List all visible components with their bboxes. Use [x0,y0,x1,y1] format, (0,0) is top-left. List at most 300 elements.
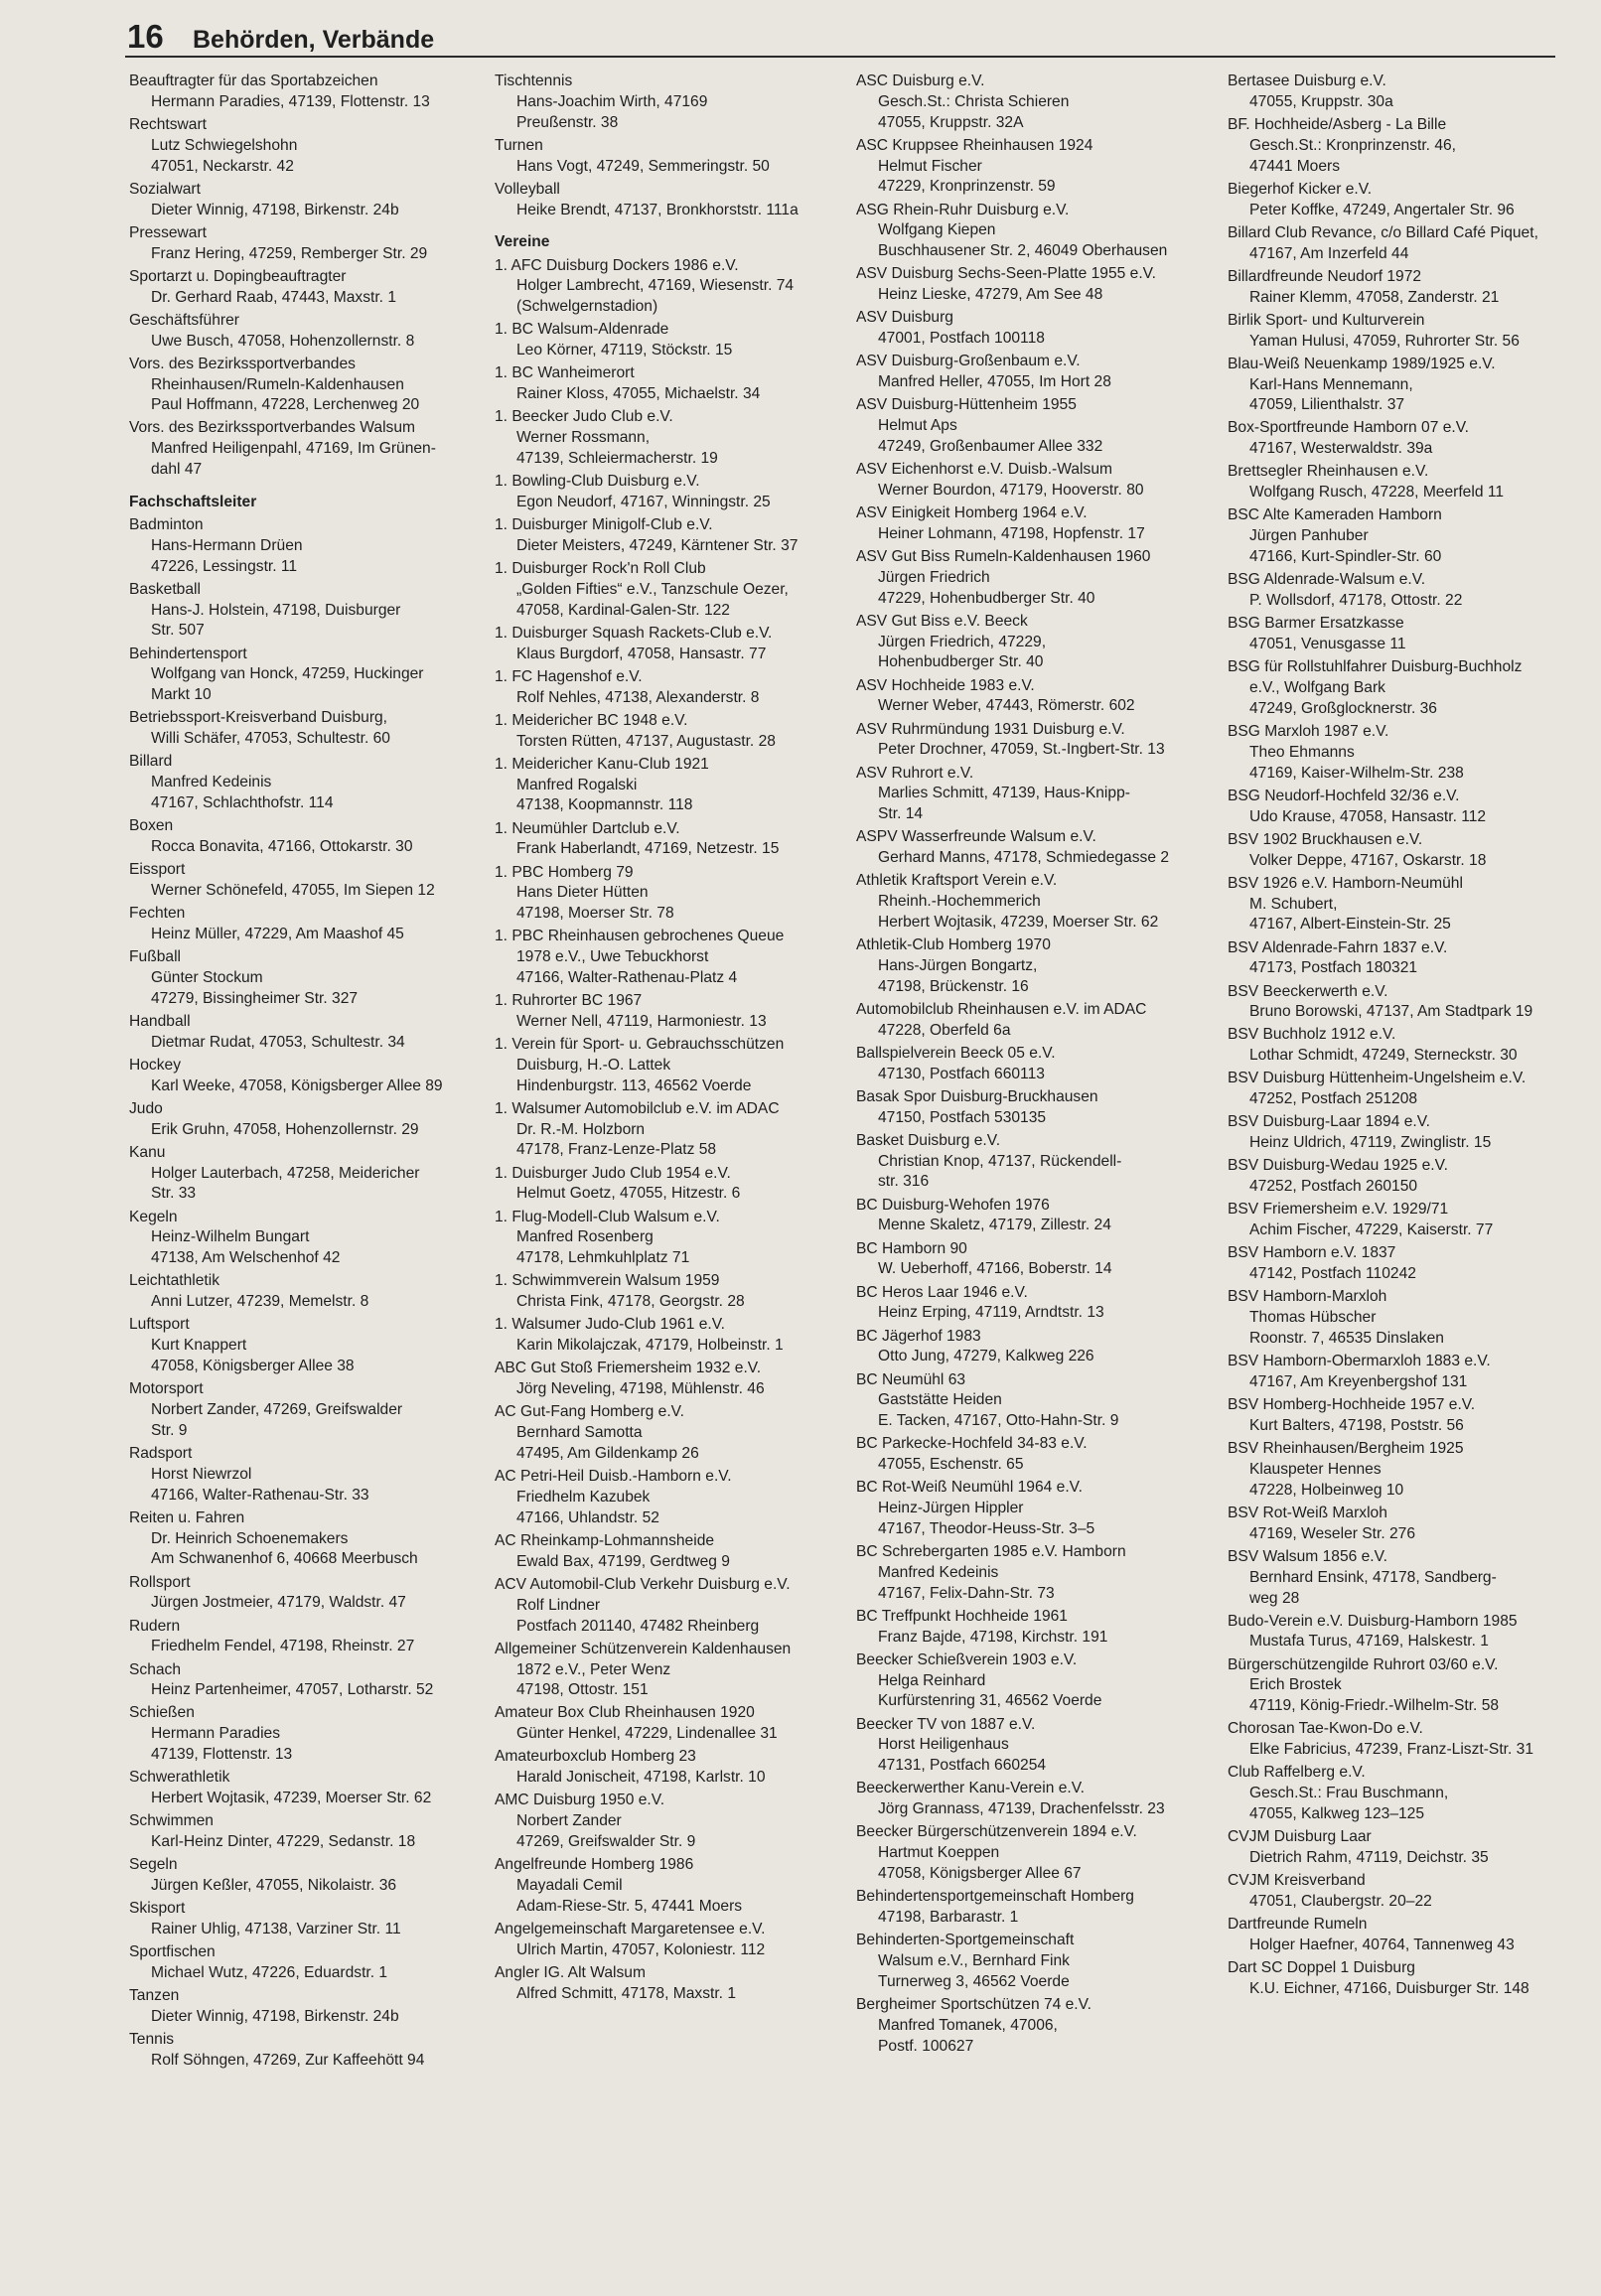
entry-title: 1. Schwimmverein Walsum 1959 [495,1272,720,1290]
entry-title: BC Heros Laar 1946 e.V. [856,1283,1028,1301]
entry-detail: Wolfgang Kiepen [878,221,996,239]
entry-title: Brettsegler Rheinhausen e.V. [1228,463,1429,481]
entry-detail: Heinz Uldrich, 47119, Zwinglistr. 15 [1249,1134,1492,1152]
entry-title: Radsport [129,1444,193,1462]
entry-detail: 47167, Westerwaldstr. 39a [1249,440,1433,458]
entry-title: Fußball [129,948,181,966]
entry-detail: 47138, Am Welschenhof 42 [151,1249,341,1267]
directory-entry [129,904,487,945]
entry-title: BSV 1926 e.V. Hamborn-Neumühl [1228,874,1463,892]
entry-detail: 47252, Postfach 260150 [1249,1178,1418,1196]
entry-detail: Yaman Hulusi, 47059, Ruhrorter Str. 56 [1249,332,1520,350]
directory-entry [129,1099,487,1141]
entry-detail: Postf. 100627 [878,2037,974,2055]
entry-title: BSV Rot-Weiß Marxloh [1228,1504,1387,1521]
entry-title: Kegeln [129,1208,178,1225]
entry-detail: Preußenstr. 38 [516,113,619,131]
directory-entry [495,180,852,221]
directory-entry [856,503,1214,545]
entry-detail: Rainer Klemm, 47058, Zanderstr. 21 [1249,288,1500,306]
entry-title: Motorsport [129,1380,204,1398]
directory-entry [129,1660,487,1702]
directory-entry [129,1444,487,1506]
entry-detail: 47167, Am Kreyenbergshof 131 [1249,1372,1468,1390]
entry-detail: Jörg Grannass, 47139, Drachenfelsstr. 23 [878,1800,1165,1818]
entry-detail: Hans Dieter Hütten [516,884,649,902]
section-heading: Fachschaftsleiter [129,493,257,510]
entry-title: Tanzen [129,1987,180,2005]
directory-entry [129,1508,487,1570]
entry-title: 1. Beecker Judo Club e.V. [495,408,673,426]
entry-detail: Volker Deppe, 47167, Oskarstr. 18 [1249,851,1487,869]
directory-entry [1228,267,1595,309]
entry-title: ASPV Wasserfreunde Walsum e.V. [856,828,1096,846]
entry-detail: Wolfgang Rusch, 47228, Meerfeld 11 [1249,484,1505,502]
column-3 [856,72,1214,2060]
entry-title: Beeckerwerther Kanu-Verein e.V. [856,1780,1085,1797]
directory-entry [856,720,1214,762]
directory-entry [495,1531,852,1573]
entry-title: BC Schrebergarten 1985 e.V. Hamborn [856,1543,1126,1561]
entry-detail: Franz Hering, 47259, Remberger Str. 29 [151,244,428,262]
entry-title: ASV Duisburg [856,309,953,327]
directory-entry [495,1855,852,1917]
entry-detail: Egon Neudorf, 47167, Winningstr. 25 [516,493,771,510]
entry-detail: Manfred Kedeinis [878,1563,999,1581]
directory-entry [1228,1504,1595,1545]
entry-title: BC Rot-Weiß Neumühl 1964 e.V. [856,1479,1083,1497]
entry-detail: Duisburg, H.-O. Lattek [516,1056,671,1074]
directory-entry [495,472,852,513]
entry-title: BC Treffpunkt Hochheide 1961 [856,1607,1068,1625]
entry-title: ACV Automobil-Club Verkehr Duisburg e.V. [495,1575,791,1593]
entry-detail: 47051, Neckarstr. 42 [151,157,294,175]
entry-title: Sozialwart [129,180,201,198]
entry-detail: Hindenburgstr. 113, 46562 Voerde [516,1076,752,1094]
entry-title: Bergheimer Sportschützen 74 e.V. [856,1995,1092,2013]
entry-title: Chorosan Tae-Kwon-Do e.V. [1228,1720,1423,1738]
directory-entry [1228,1612,1595,1653]
entry-title: Biegerhof Kicker e.V. [1228,180,1373,198]
entry-detail: 47252, Postfach 251208 [1249,1090,1418,1108]
entry-detail: Hohenbudberger Str. 40 [878,653,1044,671]
entry-title: Behindertensportgemeinschaft Homberg [856,1888,1134,1906]
directory-entry [495,1791,852,1852]
directory-entry [856,1044,1214,1085]
directory-entry [856,1239,1214,1281]
entry-detail: Heinz Lieske, 47279, Am See 48 [878,286,1103,304]
entry-title: Rollsport [129,1573,191,1591]
entry-title: ASG Rhein-Ruhr Duisburg e.V. [856,201,1070,218]
entry-detail: 47229, Hohenbudberger Str. 40 [878,589,1095,607]
directory-entry [1228,1719,1595,1761]
directory-entry [129,1703,487,1765]
entry-title: Beecker Bürgerschützenverein 1894 e.V. [856,1823,1137,1841]
directory-entry [129,515,487,577]
entry-title: AC Rheinkamp-Lohmannsheide [495,1531,715,1549]
directory-entry [1228,1915,1595,1956]
entry-detail: Lothar Schmidt, 47249, Sterneckstr. 30 [1249,1047,1518,1065]
directory-entry [129,947,487,1009]
entry-title: Billard [129,753,173,771]
entry-title: BC Duisburg-Wehofen 1976 [856,1196,1050,1214]
entry-title: Blau-Weiß Neuenkamp 1989/1925 e.V. [1228,355,1496,372]
directory-entry [129,1899,487,1940]
directory-entry [1228,1112,1595,1154]
directory-entry [856,1542,1214,1604]
entry-title: Angelgemeinschaft Margaretensee e.V. [495,1921,766,1938]
directory-entry [495,863,852,925]
directory-entry [129,1617,487,1658]
directory-entry [1228,462,1595,503]
entry-title: 1. Verein für Sport- u. Gebrauchsschützen [495,1036,785,1054]
entry-title: 1. Walsumer Automobilclub e.V. im ADAC [495,1099,780,1117]
directory-entry [129,1315,487,1376]
entry-detail: 47166, Walter-Rathenau-Str. 33 [151,1486,369,1504]
entry-detail: Karl-Heinz Dinter, 47229, Sedanstr. 18 [151,1833,416,1851]
entry-detail: Hans-Jürgen Bongartz, [878,956,1038,974]
entry-detail: 47167, Theodor-Heuss-Str. 3–5 [878,1519,1095,1537]
entry-detail: str. 316 [878,1173,930,1191]
entry-detail: weg 28 [1249,1589,1300,1607]
entry-detail: Ulrich Martin, 47057, Koloniestr. 112 [516,1940,766,1958]
entry-detail: Str. 33 [151,1185,197,1203]
entry-detail: (Schwelgernstadion) [516,298,658,316]
directory-entry [856,1196,1214,1237]
entry-detail: 47055, Kalkweg 123–125 [1249,1805,1425,1823]
entry-detail: „Golden Fifties“ e.V., Tanzschule Oezer, [516,580,789,598]
entry-detail: Rheinh.-Hochemmerich [878,893,1041,911]
entry-detail: Friedhelm Fendel, 47198, Rheinstr. 27 [151,1638,415,1655]
entry-title: Automobilclub Rheinhausen e.V. im ADAC [856,1000,1147,1018]
entry-detail: 47178, Lehmkuhlplatz 71 [516,1249,690,1267]
entry-detail: Erich Brostek [1249,1676,1342,1694]
entry-detail: Werner Weber, 47443, Römerstr. 602 [878,697,1135,715]
directory-entry [856,460,1214,502]
entry-detail: Dieter Meisters, 47249, Kärntener Str. 37 [516,536,799,554]
entry-detail: Holger Lauterbach, 47258, Meidericher [151,1164,420,1182]
directory-entry [495,1640,852,1701]
entry-detail: 47058, Königsberger Allee 38 [151,1358,355,1374]
entry-detail: Manfred Rosenberg [516,1228,654,1246]
entry-title: Volleyball [495,180,560,198]
entry-detail: Manfred Heiligenpahl, 47169, Im Grünen- [151,440,436,458]
entry-title: Basak Spor Duisburg-Bruckhausen [856,1087,1098,1105]
entry-title: CVJM Duisburg Laar [1228,1828,1372,1846]
directory-entry [856,547,1214,609]
entry-detail: Hans Vogt, 47249, Semmeringstr. 50 [516,157,770,175]
entry-detail: Holger Lambrecht, 47169, Wiesenstr. 74 [516,277,795,295]
directory-entry [1228,1200,1595,1241]
directory-entry [856,1434,1214,1476]
entry-detail: 1872 e.V., Peter Wenz [516,1660,671,1678]
directory-entry [129,418,487,480]
entry-detail: Walsum e.V., Bernhard Fink [878,1952,1070,1969]
entry-title: Dartfreunde Rumeln [1228,1916,1368,1934]
entry-detail: Postfach 201140, 47482 Rheinberg [516,1617,760,1635]
entry-detail: Horst Heiligenhaus [878,1736,1009,1754]
directory-entry [1228,1958,1595,2000]
directory-entry [1228,1069,1595,1110]
directory-entry [856,827,1214,869]
entry-title: BSV Beeckerwerth e.V. [1228,982,1388,1000]
entry-detail: M. Schubert, [1249,895,1338,913]
entry-detail: e.V., Wolfgang Bark [1249,679,1385,696]
directory-entry [1228,72,1595,113]
entry-detail: Hermann Paradies [151,1725,281,1743]
entry-detail: Gaststätte Heiden [878,1391,1002,1409]
entry-detail: 47139, Schleiermacherstr. 19 [516,449,718,467]
entry-detail: 47138, Koopmannstr. 118 [516,796,693,814]
entry-detail: 47058, Königsberger Allee 67 [878,1865,1082,1883]
entry-detail: Christa Fink, 47178, Georgstr. 28 [516,1293,745,1311]
entry-title: AMC Duisburg 1950 e.V. [495,1792,665,1809]
directory-entry [129,1986,487,2028]
entry-title: 1. AFC Duisburg Dockers 1986 e.V. [495,256,739,274]
entry-title: Allgemeiner Schützenverein Kaldenhausen [495,1640,792,1657]
directory-entry [856,1887,1214,1929]
directory-entry [495,1575,852,1637]
entry-detail: Jürgen Panhuber [1249,527,1369,545]
directory-entry [495,1467,852,1528]
entry-detail: 47058, Kardinal-Galen-Str. 122 [516,601,730,619]
entry-title: 1. Bowling-Club Duisburg e.V. [495,473,700,491]
entry-title: ASV Gut Biss Rumeln-Kaldenhausen 1960 [856,548,1151,566]
directory-entry [856,612,1214,673]
entry-detail: 47166, Uhlandstr. 52 [516,1508,659,1526]
directory-entry [1228,1287,1595,1349]
page-number: 16 [127,18,164,55]
entry-detail: 47269, Greifswalder Str. 9 [516,1833,696,1851]
entry-detail: Kurt Balters, 47198, Poststr. 56 [1249,1416,1464,1434]
entry-detail: Heinz Müller, 47229, Am Maashof 45 [151,925,404,942]
entry-detail: Michael Wutz, 47226, Eduardstr. 1 [151,1964,388,1981]
entry-detail: 47226, Lessingstr. 11 [151,557,298,575]
entry-detail: Dietmar Rudat, 47053, Schultestr. 34 [151,1033,405,1051]
entry-detail: 47167, Felix-Dahn-Str. 73 [878,1584,1055,1602]
directory-entry [495,256,852,318]
entry-detail: Bruno Borowski, 47137, Am Stadtpark 19 [1249,1003,1533,1021]
entry-detail: E. Tacken, 47167, Otto-Hahn-Str. 9 [878,1412,1119,1430]
entry-detail: Achim Fischer, 47229, Kaiserstr. 77 [1249,1221,1494,1239]
entry-detail: Werner Nell, 47119, Harmoniestr. 13 [516,1012,767,1030]
entry-title: BSV Rheinhausen/Bergheim 1925 [1228,1440,1464,1458]
entry-title: BSC Alte Kameraden Hamborn [1228,506,1442,524]
entry-detail: Mustafa Turus, 47169, Halskestr. 1 [1249,1633,1489,1650]
entry-detail: 47139, Flottenstr. 13 [151,1746,293,1764]
entry-detail: Heinz Partenheimer, 47057, Lotharstr. 52 [151,1681,434,1699]
entry-detail: 47495, Am Gildenkamp 26 [516,1444,699,1462]
directory-entry [1228,1156,1595,1198]
entry-title: BC Neumühl 63 [856,1370,966,1388]
entry-detail: Manfred Kedeinis [151,774,272,791]
entry-title: 1. Ruhrorter BC 1967 [495,992,643,1010]
entry-title: 1. Meidericher Kanu-Club 1921 [495,755,709,773]
entry-detail: Norbert Zander, 47269, Greifswalder [151,1400,403,1418]
entry-title: Rudern [129,1617,181,1635]
entry-title: Club Raffelberg e.V. [1228,1764,1366,1782]
entry-detail: Menne Skaletz, 47179, Zillestr. 24 [878,1217,1111,1234]
entry-title: Angler IG. Alt Walsum [495,1964,646,1981]
entry-detail: Helmut Fischer [878,157,982,175]
entry-title: BSV Hamborn-Marxloh [1228,1288,1387,1306]
directory-entry [856,395,1214,457]
column-4 [1228,72,1595,2002]
entry-title: Behinderten-Sportgemeinschaft [856,1932,1075,1949]
entry-detail: Jürgen Friedrich, 47229, [878,633,1047,650]
entry-title: ABC Gut Stoß Friemersheim 1932 e.V. [495,1360,762,1377]
entry-title: ASC Duisburg e.V. [856,72,985,89]
entry-detail: Bernhard Ensink, 47178, Sandberg- [1249,1568,1497,1586]
entry-title: 1. Flug-Modell-Club Walsum e.V. [495,1208,720,1225]
directory-entry [129,580,487,642]
directory-entry [1228,874,1595,935]
entry-title: Amateur Box Club Rheinhausen 1920 [495,1704,755,1722]
directory-entry [1228,180,1595,221]
entry-title: ASV Ruhrmündung 1931 Duisburg e.V. [856,720,1125,738]
entry-detail: Anni Lutzer, 47239, Memelstr. 8 [151,1293,369,1311]
entry-detail: Heinz-Jürgen Hippler [878,1500,1024,1517]
entry-title: Vors. des Bezirkssportverbandes [129,355,356,372]
entry-detail: Dr. R.-M. Holzborn [516,1120,646,1138]
directory-entry [129,311,487,353]
entry-title: BSV Aldenrade-Fahrn 1837 e.V. [1228,938,1448,956]
entry-detail: Uwe Busch, 47058, Hohenzollernstr. 8 [151,332,415,350]
entry-detail: K.U. Eichner, 47166, Duisburger Str. 148 [1249,1979,1529,1997]
entry-title: Billardfreunde Neudorf 1972 [1228,267,1422,285]
directory-entry [1228,830,1595,872]
entry-title: Athletik-Club Homberg 1970 [856,936,1051,954]
directory-entry [1228,1025,1595,1067]
entry-title: 1. Walsumer Judo-Club 1961 e.V. [495,1316,726,1334]
directory-entry [1228,1352,1595,1393]
entry-detail: Bernhard Samotta [516,1424,643,1442]
entry-detail: Friedhelm Kazubek [516,1488,651,1506]
directory-entry [856,871,1214,933]
entry-detail: 47055, Eschenstr. 65 [878,1456,1024,1474]
entry-detail: Alfred Schmitt, 47178, Maxstr. 1 [516,1984,737,2002]
entry-detail: Adam-Riese-Str. 5, 47441 Moers [516,1897,743,1915]
entry-title: BC Hamborn 90 [856,1239,967,1257]
directory-entry [129,2030,487,2072]
entry-detail: Harald Jonischeit, 47198, Karlstr. 10 [516,1769,766,1787]
entry-title: Birlik Sport- und Kulturverein [1228,311,1425,329]
entry-detail: Thomas Hübscher [1249,1309,1377,1327]
entry-title: BSV 1902 Bruckhausen e.V. [1228,830,1423,848]
entry-title: Skisport [129,1900,186,1918]
entry-title: Betriebssport-Kreisverband Duisburg, [129,709,388,727]
entry-detail: 47166, Kurt-Spindler-Str. 60 [1249,548,1442,566]
entry-detail: 47198, Barbarastr. 1 [878,1909,1019,1927]
directory-entry [495,1402,852,1464]
entry-detail: 47249, Großenbaumer Allee 332 [878,437,1103,455]
directory-entry [856,136,1214,198]
directory-entry [1228,355,1595,416]
directory-entry [1228,1243,1595,1285]
entry-detail: 47229, Kronprinzenstr. 59 [878,178,1056,196]
directory-entry [1228,722,1595,784]
entry-detail: Torsten Rütten, 47137, Augustastr. 28 [516,732,776,750]
entry-detail: Klaus Burgdorf, 47058, Hansastr. 77 [516,645,767,662]
entry-detail: Dr. Heinrich Schoenemakers [151,1529,349,1547]
entry-detail: 47198, Moerser Str. 78 [516,905,674,923]
directory-entry [129,180,487,221]
entry-title: Budo-Verein e.V. Duisburg-Hamborn 1985 [1228,1612,1518,1630]
entry-title: 1. Duisburger Rock'n Roll Club [495,560,706,578]
entry-detail: Hermann Paradies, 47139, Flottenstr. 13 [151,92,430,110]
entry-title: Rechtswart [129,115,207,133]
entry-detail: 47178, Franz-Lenze-Platz 58 [516,1141,717,1159]
directory-entry [495,755,852,816]
directory-entry [129,816,487,858]
entry-title: Beecker Schießverein 1903 e.V. [856,1650,1078,1668]
entry-title: Luftsport [129,1316,190,1334]
entry-detail: 47131, Postfach 660254 [878,1757,1047,1775]
entry-detail: Karl Weeke, 47058, Königsberger Allee 89 [151,1076,443,1094]
entry-detail: Hartmut Koeppen [878,1844,1000,1862]
entry-title: BSV Duisburg Hüttenheim-Ungelsheim e.V. [1228,1070,1527,1087]
entry-title: 1. Neumühler Dartclub e.V. [495,819,680,837]
entry-title: Tischtennis [495,72,573,89]
directory-entry [129,1143,487,1205]
entry-detail: Helmut Aps [878,417,957,435]
entry-detail: 47198, Brückenstr. 16 [878,977,1029,995]
entry-title: Kanu [129,1143,166,1161]
entry-detail: Jürgen Jostmeier, 47179, Waldstr. 47 [151,1594,406,1612]
entry-detail: Erik Gruhn, 47058, Hohenzollernstr. 29 [151,1120,419,1138]
entry-title: ASV Eichenhorst e.V. Duisb.-Walsum [856,461,1112,479]
directory-entry [129,223,487,265]
entry-title: Turnen [495,136,543,154]
entry-detail: P. Wollsdorf, 47178, Ottostr. 22 [1249,592,1463,610]
entry-detail: Rainer Uhlig, 47138, Varziner Str. 11 [151,1921,401,1938]
entry-detail: 47051, Venusgasse 11 [1249,636,1406,653]
directory-entry [856,308,1214,350]
entry-detail: Peter Drochner, 47059, St.-Ingbert-Str. 13 [878,741,1165,759]
entry-detail: Str. 14 [878,805,924,823]
entry-detail: 47441 Moers [1249,157,1341,175]
entry-detail: Horst Niewrzol [151,1465,252,1483]
entry-detail: Norbert Zander [516,1812,622,1830]
entry-detail: 47001, Postfach 100118 [878,330,1045,348]
directory-entry [495,1099,852,1161]
entry-detail: Theo Ehmanns [1249,743,1355,761]
entry-detail: Dr. Gerhard Raab, 47443, Maxstr. 1 [151,288,397,306]
entry-detail: Markt 10 [151,686,212,704]
entry-detail: Holger Haefner, 40764, Tannenweg 43 [1249,1936,1515,1953]
entry-detail: 47228, Holbeinweg 10 [1249,1481,1404,1499]
directory-entry [495,1703,852,1745]
directory-entry [856,1715,1214,1777]
directory-entry [129,1056,487,1097]
directory-entry [129,1573,487,1615]
directory-entry [495,991,852,1033]
entry-title: Boxen [129,817,174,835]
entry-title: Athletik Kraftsport Verein e.V. [856,872,1058,890]
entry-title: Amateurboxclub Homberg 23 [495,1748,696,1766]
entry-title: 1. PBC Homberg 79 [495,863,634,881]
directory-entry [129,1942,487,1984]
entry-detail: Rolf Lindner [516,1596,601,1614]
directory-entry [856,1370,1214,1432]
entry-detail: Willi Schäfer, 47053, Schultestr. 60 [151,730,390,748]
entry-title: Bertasee Duisburg e.V. [1228,72,1386,89]
directory-entry [495,1920,852,1961]
entry-title: ASV Hochheide 1983 e.V. [856,676,1035,694]
entry-detail: Werner Rossmann, [516,429,651,447]
entry-detail: Dieter Winnig, 47198, Birkenstr. 24b [151,201,399,218]
directory-entry [1228,787,1595,828]
